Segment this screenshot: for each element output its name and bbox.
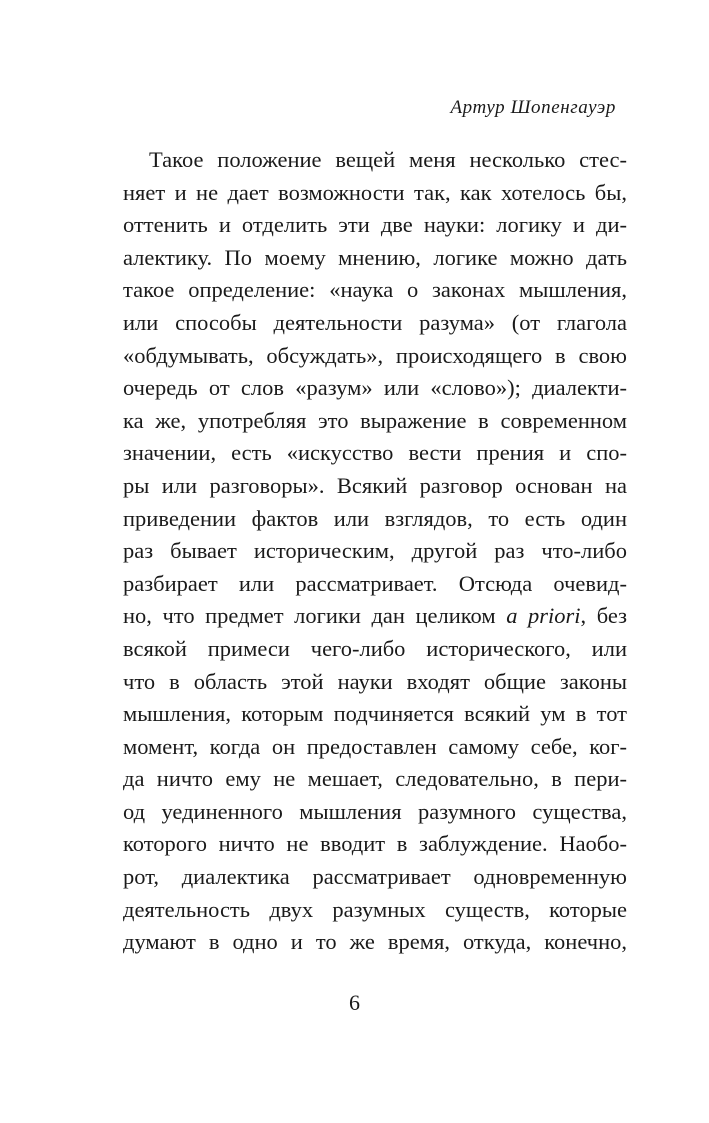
text-line: ка же, употребляя это выражение в современном <box>123 407 627 433</box>
text-line: да ничто ему не мешает, следовательно, в пери- <box>123 766 627 792</box>
text-line: которого ничто не вводит в заблуждение. Наобо- <box>123 831 627 857</box>
text-line: такое определение: «наука о законах мышления, <box>123 277 627 303</box>
body-text <box>123 144 627 959</box>
text-line: что в область этой науки входят общие законы <box>123 668 627 694</box>
text-line: ры или разговоры». Всякий разговор основан на <box>123 472 627 498</box>
text-segment: но, что предмет логики дан целиком <box>123 603 507 629</box>
text-line: оттенить и отделить эти две науки: логику и ди- <box>123 212 627 238</box>
text-line: или способы деятельности разума» (от глагола <box>123 309 627 335</box>
text-line: момент, когда он предоставлен самому себе, ког- <box>123 733 627 759</box>
page-number: 6 <box>349 990 360 1015</box>
text-line: од уединенного мышления разумного существа, <box>123 798 627 824</box>
text-line: думают в одно и то же время, откуда, конечно, <box>123 929 627 955</box>
italic-phrase: a priori <box>506 603 581 629</box>
text-line-with-italic <box>123 600 627 633</box>
text-line: очередь от слов «разум» или «слово»); диалекти- <box>123 375 627 401</box>
text-segment: , без <box>580 603 627 629</box>
text-line: значении, есть «искусство вести прения и спо- <box>123 440 627 466</box>
text-line: няет и не дает возможности так, как хотелось бы, <box>123 179 627 205</box>
text-line: разбирает или рассматривает. Отсюда очевид- <box>123 570 627 596</box>
text-line: раз бывает историческим, другой раз что-либо <box>123 538 627 564</box>
text-line: мышления, которым подчиняется всякий ум в тот <box>123 701 627 727</box>
text-line: алектику. По моему мнению, логике можно дать <box>123 244 627 270</box>
text-line: приведении фактов или взглядов, то есть один <box>123 505 627 531</box>
running-head: Артур Шопенгауэр <box>450 97 616 118</box>
text-line: всякой примеси чего-либо исторического, или <box>123 635 627 661</box>
text-line: Такое положение вещей меня несколько стес- <box>149 147 627 172</box>
text-line: «обдумывать, обсуждать», происходящего в свою <box>123 342 627 368</box>
text-line: рот, диалектика рассматривает одновременную <box>123 864 627 890</box>
text-line: деятельность двух разумных существ, которые <box>123 896 627 922</box>
